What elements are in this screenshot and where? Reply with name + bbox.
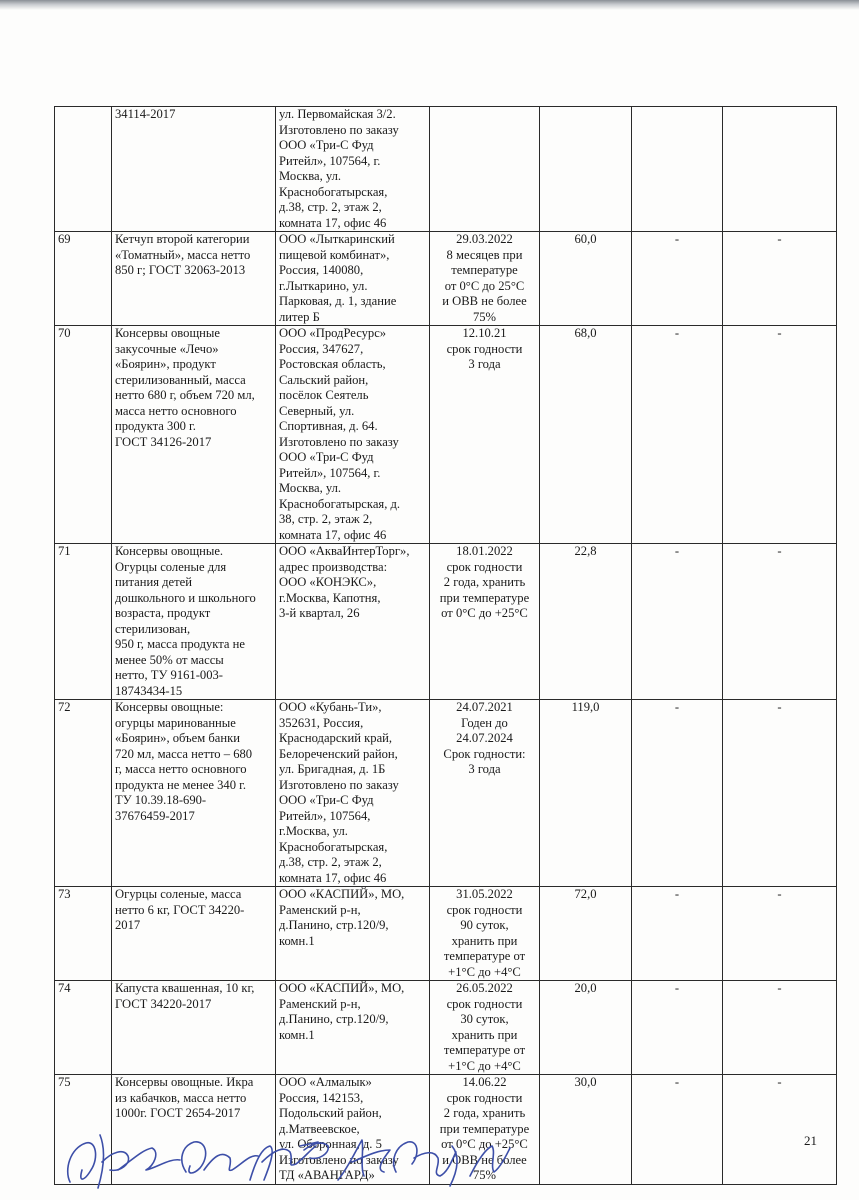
quantity: 68,0 xyxy=(540,326,632,544)
row-number: 73 xyxy=(55,887,112,981)
product-name: Консервы овощные. Огурцы соленые для питания детей дошкольного и школьного возраста, продукт стерилизован, 950 г, масса продукта не менее 50% от массы нетто, ТУ 9161-003- 18743434-15 xyxy=(112,544,276,700)
column-7-value: - xyxy=(723,544,837,700)
producer: ООО «АкваИнтерТорг», адрес производства: ООО «КОНЭКС», г.Москва, Капотня, 3-й квартал, 26 xyxy=(276,544,430,700)
column-6-value: - xyxy=(632,326,723,544)
column-6-value: - xyxy=(632,544,723,700)
product-name: Капуста квашенная, 10 кг, ГОСТ 34220-2017 xyxy=(112,981,276,1075)
producer: ул. Первомайская 3/2. Изготовлено по заказу ООО «Три-С Фуд Ритейл», 107564, г. Москва, ул. Краснобогатырская, д.38, стр. 2, этаж 2, комната 17, офис 46 xyxy=(276,107,430,232)
column-7-value: - xyxy=(723,981,837,1075)
row-number: 69 xyxy=(55,232,112,326)
column-7-value: - xyxy=(723,232,837,326)
quantity: 22,8 xyxy=(540,544,632,700)
row-number: 72 xyxy=(55,700,112,887)
row-number: 75 xyxy=(55,1075,112,1185)
product-name: Кетчуп второй категории «Томатный», масса нетто 850 г; ГОСТ 32063-2013 xyxy=(112,232,276,326)
product-name: Консервы овощные. Икра из кабачков, масса нетто 1000г. ГОСТ 2654-2017 xyxy=(112,1075,276,1185)
product-name: Огурцы соленые, масса нетто 6 кг, ГОСТ 34220- 2017 xyxy=(112,887,276,981)
expiry-info: 26.05.2022 срок годности 30 суток, хранить при температуре от +1°С до +4°С xyxy=(430,981,540,1075)
row-number: 74 xyxy=(55,981,112,1075)
column-7-value: - xyxy=(723,887,837,981)
column-6-value: - xyxy=(632,232,723,326)
producer: ООО «Лыткаринский пищевой комбинат», Россия, 140080, г.Лыткарино, ул. Парковая, д. 1, здание литер Б xyxy=(276,232,430,326)
row-number: 70 xyxy=(55,326,112,544)
product-name: 34114-2017 xyxy=(112,107,276,232)
column-6-value: - xyxy=(632,1075,723,1185)
expiry-info: 29.03.2022 8 месяцев при температуре от 0°С до 25°С и ОВВ не более 75% xyxy=(430,232,540,326)
column-7-value: - xyxy=(723,700,837,887)
producer: ООО «Кубань-Ти», 352631, Россия, Краснодарский край, Белореченский район, ул. Бригадная, д. 1Б Изготовлено по заказу ООО «Три-С Фуд Ритейл», 107564, г.Москва, ул. Краснобогатырская, д.38, стр. 2, этаж 2, комната 17, офис 46 xyxy=(276,700,430,887)
producer: ООО «ПродРесурс» Россия, 347627, Ростовская область, Сальский район, посёлок Сеятель Северный, ул. Спортивная, д. 64. Изготовлено по заказу ООО «Три-С Фуд Ритейл», 107564, г. Москва, ул. Краснобогатырская, д. 38, стр. 2, этаж 2, комната 17, офис 46 xyxy=(276,326,430,544)
column-6-value: - xyxy=(632,981,723,1075)
producer: ООО «Алмалык» Россия, 142153, Подольский район, д.Матвеевское, ул. Оборонная, д. 5 Изготовлено по заказу ТД «АВАНГАРД» xyxy=(276,1075,430,1185)
product-name: Консервы овощные: огурцы маринованные «Боярин», объем банки 720 мл, масса нетто – 680 г, масса нетто основного продукта не менее 340 г. ТУ 10.39.18-690- 37676459-2017 xyxy=(112,700,276,887)
product-name: Консервы овощные закусочные «Лечо» «Боярин», продукт стерилизованный, масса нетто 680 г, объем 720 мл, масса нетто основного продукта 300 г. ГОСТ 34126-2017 xyxy=(112,326,276,544)
producer: ООО «КАСПИЙ», МО, Раменский р-н, д.Панино, стр.120/9, комн.1 xyxy=(276,887,430,981)
expiry-info: 12.10.21 срок годности 3 года xyxy=(430,326,540,544)
row-number: 71 xyxy=(55,544,112,700)
expiry-info: 18.01.2022 срок годности 2 года, хранить при температуре от 0°С до +25°С xyxy=(430,544,540,700)
column-6-value: - xyxy=(632,887,723,981)
quantity: 30,0 xyxy=(540,1075,632,1185)
column-6-value: - xyxy=(632,700,723,887)
producer: ООО «КАСПИЙ», МО, Раменский р-н, д.Панино, стр.120/9, комн.1 xyxy=(276,981,430,1075)
expiry-info: 24.07.2021 Годен до 24.07.2024 Срок годности: 3 года xyxy=(430,700,540,887)
expiry-info: 14.06.22 срок годности 2 года, хранить при температуре от 0°С до +25°С и ОВВ не более 75% xyxy=(430,1075,540,1185)
expiry-info: 31.05.2022 срок годности 90 суток, хранить при температуре от +1°С до +4°С xyxy=(430,887,540,981)
quantity: 60,0 xyxy=(540,232,632,326)
column-7-value: - xyxy=(723,1075,837,1185)
column-7-value: - xyxy=(723,326,837,544)
quantity: 119,0 xyxy=(540,700,632,887)
page-number: 21 xyxy=(804,1133,817,1148)
quantity: 72,0 xyxy=(540,887,632,981)
quantity: 20,0 xyxy=(540,981,632,1075)
